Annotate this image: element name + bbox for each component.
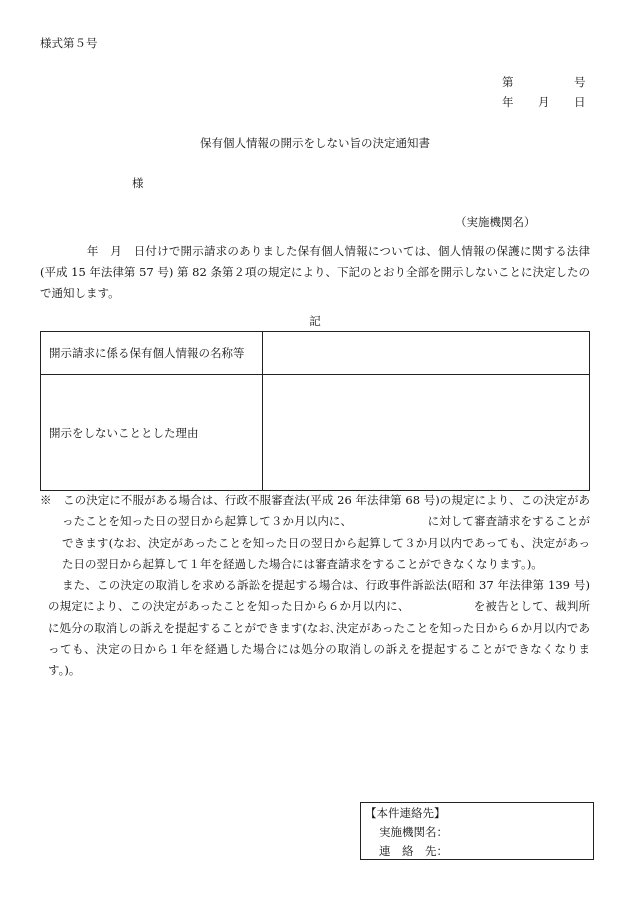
- lawsuit-notice: また、この決定の取消しを求める訴訟を提起する場合は、行政事件訴訟法(昭和 37 年法律第 139 号)の規定により、この決定があったことを知った日から６か月以内に、 を被告として、裁判所に処分の取消しの訴えを提起することができます(なお､決定があったことを知った日から６か月以内であっても、決定の日から１年を経過した場合には処分の取消しの訴えを提起することができなくなります。)。: [48, 578, 590, 678]
- notes-section: [40, 490, 590, 682]
- date-year: 年: [502, 95, 514, 109]
- contact-agency-label: 実施機関名：: [379, 825, 448, 839]
- issuing-agency: （実施機関名）: [455, 215, 536, 229]
- contact-box: [360, 802, 594, 860]
- contact-heading: 【本件連絡先】: [365, 806, 446, 820]
- date-month: 月: [538, 95, 550, 109]
- form-number: 様式第５号: [40, 36, 98, 50]
- ki-heading: 記: [309, 314, 321, 328]
- number-prefix: 第: [502, 75, 514, 89]
- body-paragraph: 年 月 日付けで開示請求のありました保有個人情報については、個人情報の保護に関する法律(平成 15 年法律第 57 号) 第 82 条第２項の規定により、下記のとおり全部を開示しないことに決定したので通知します。: [40, 244, 590, 300]
- reason-value: [263, 375, 590, 491]
- table-row: [41, 332, 590, 375]
- decision-table: [40, 331, 590, 491]
- document-title: 保有個人情報の開示をしない旨の決定通知書: [200, 136, 430, 150]
- info-name-value: [263, 332, 590, 375]
- number-suffix: 号: [574, 75, 586, 89]
- info-name-label: 開示請求に係る保有個人情報の名称等: [41, 332, 263, 375]
- table-row: [41, 375, 590, 491]
- date-day: 日: [574, 95, 586, 109]
- reason-label: 開示をしないこととした理由: [41, 375, 263, 491]
- review-notice: ※ この決定に不服がある場合は、行政不服審査法(平成 26 年法律第 68 号)の規定により、この決定があったことを知った日の翌日から起算して３か月以内に、 に対して審査請求をすることができます(なお、決定があったことを知った日の翌日から起算して３か月以内であっても、決定があった日の翌日から起算して１年を経過した場合には審査請求をすることができなくなります。)。: [40, 493, 590, 571]
- contact-info-label: 連 絡 先：: [379, 844, 448, 858]
- addressee-suffix: 様: [132, 176, 144, 190]
- notification-body: [40, 241, 590, 304]
